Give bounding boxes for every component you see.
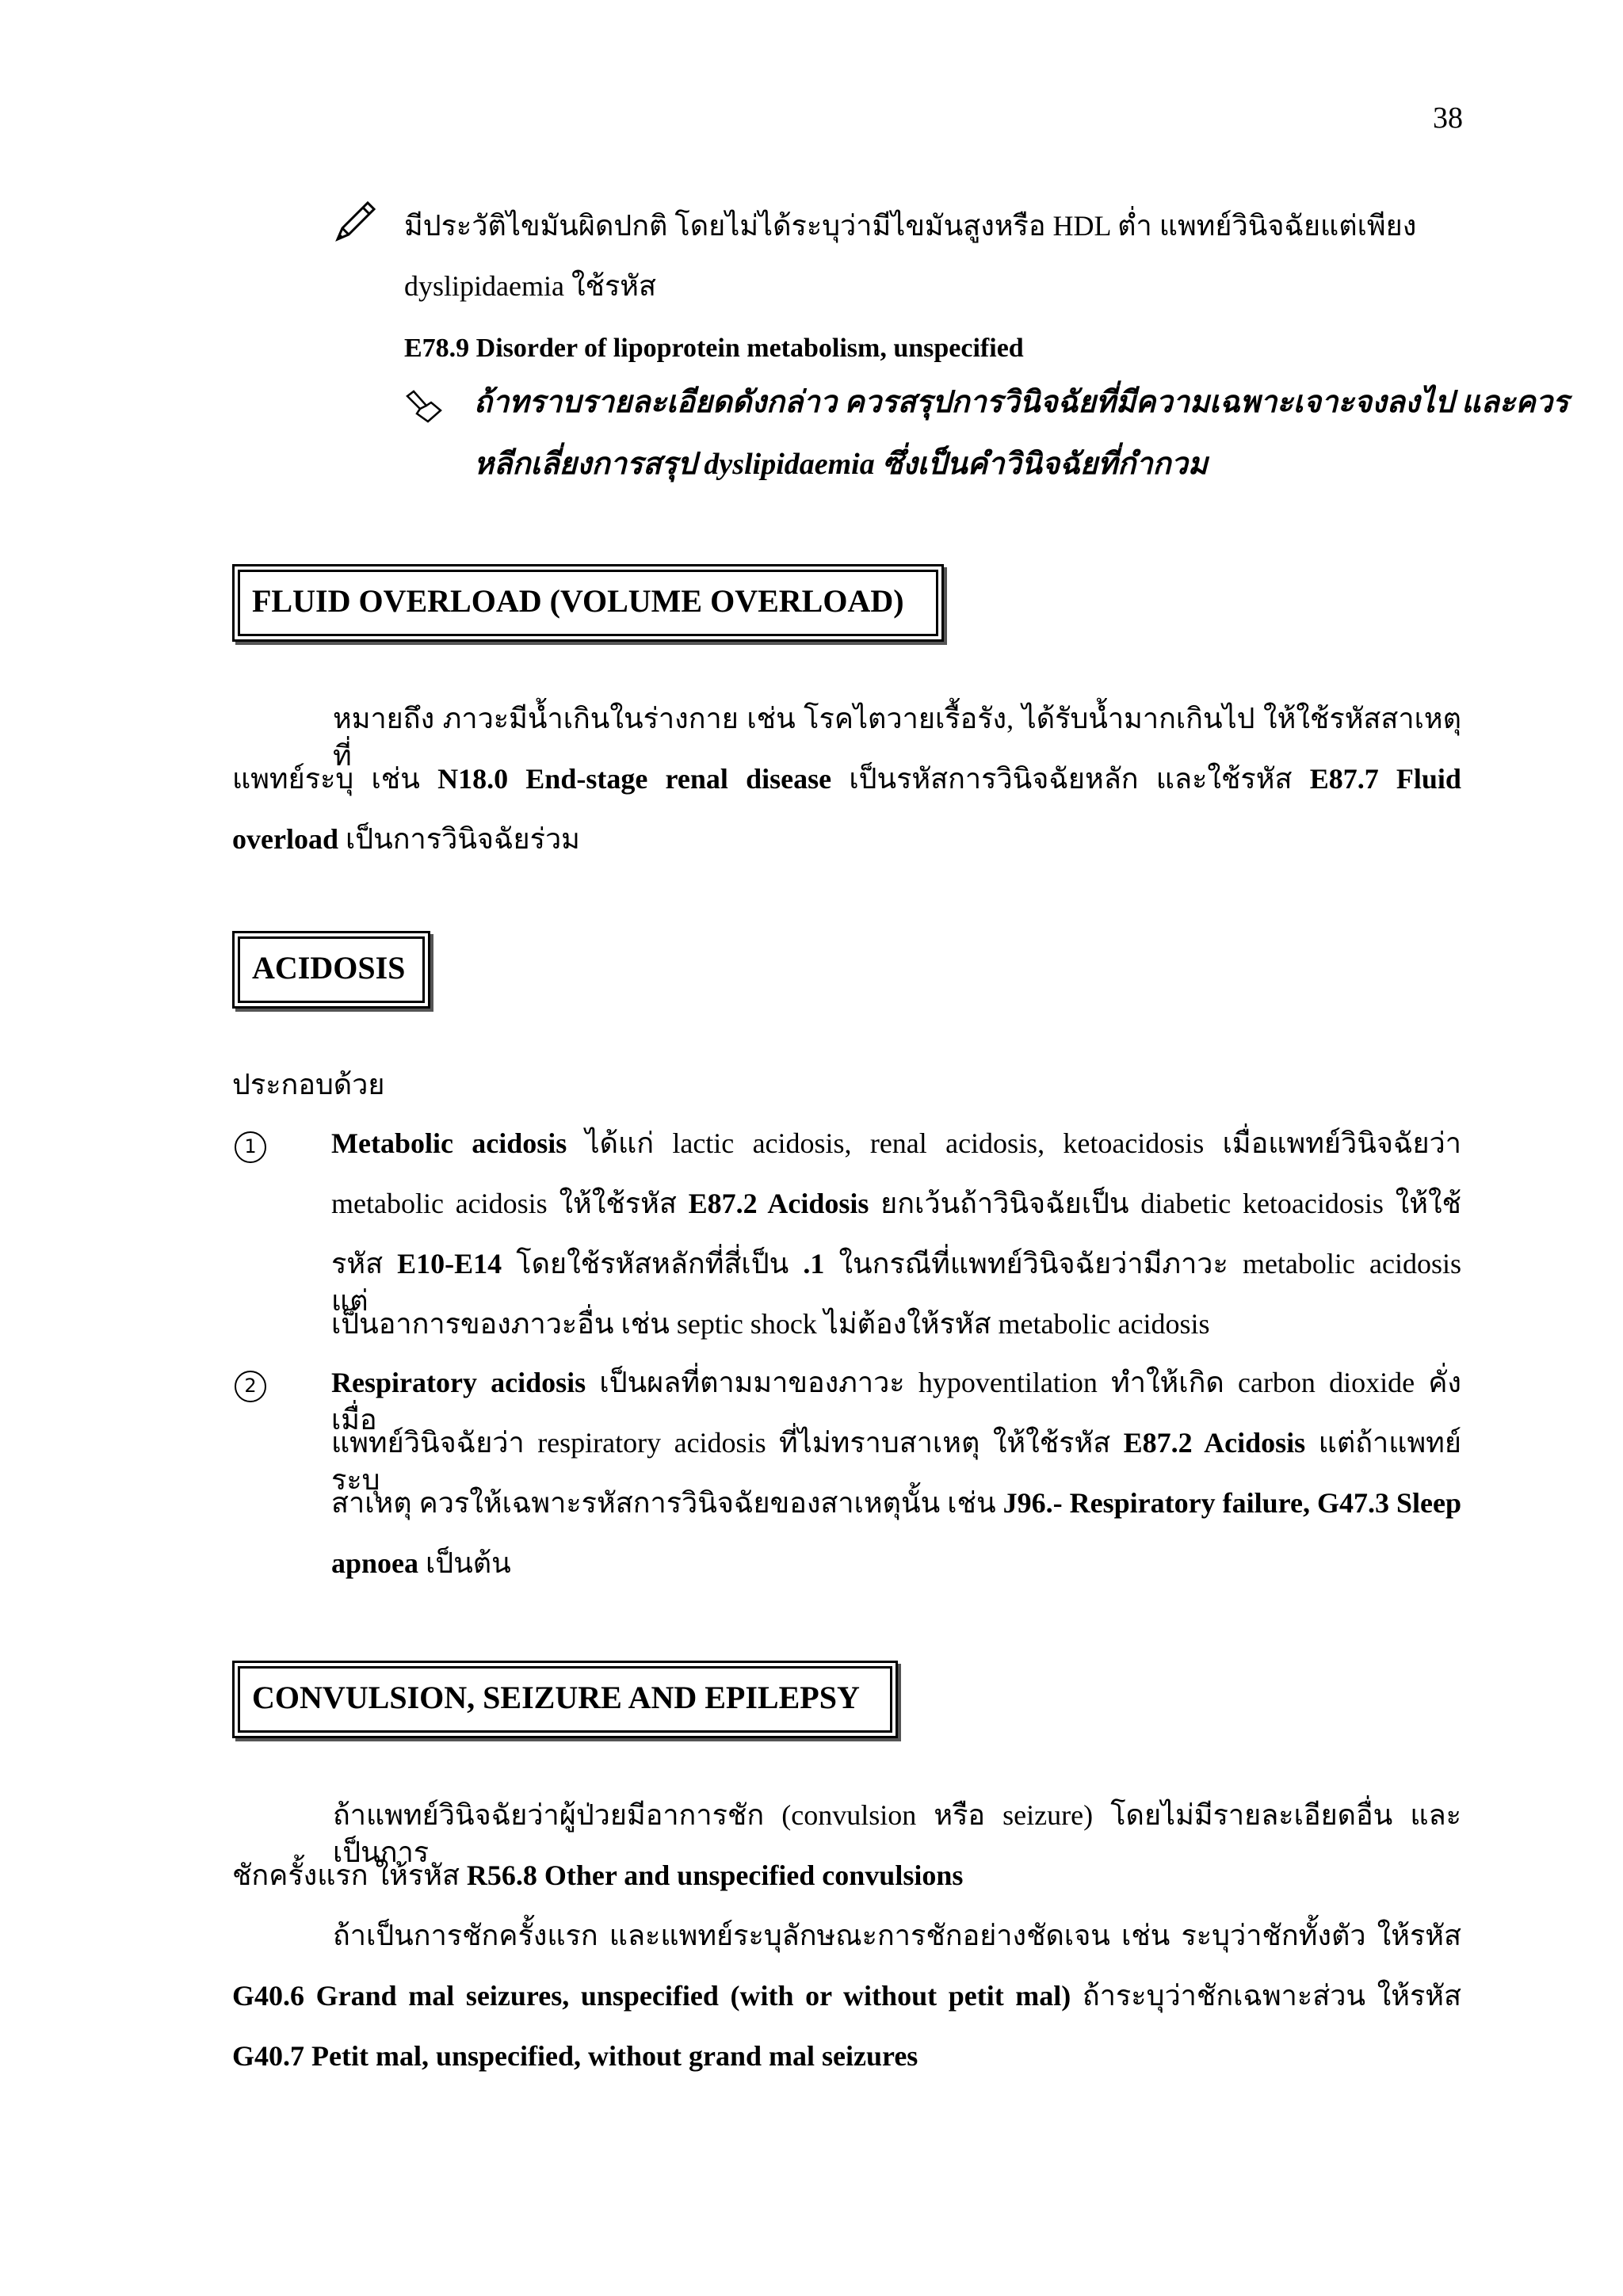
page-number: 38 [1433,101,1463,135]
item-marker-1: 1 [235,1131,266,1163]
item1-line-4: เป็นอาการของภาวะอื่น เช่น septic shock ไม่ต้องให้รหัส metabolic acidosis [331,1308,1210,1340]
section-heading-fluid-overload [232,564,944,642]
section-heading-acidosis [232,931,430,1009]
item2-line-4: apnoea เป็นต้น [331,1547,511,1579]
intro-line-1: มีประวัติไขมันผิดปกติ โดยไม่ได้ระบุว่ามีไขมันสูงหรือ HDL ต่ำ แพทย์วินิจฉัยแต่เพียง [404,210,1417,242]
convulsion-paragraph-2-line-2: G40.6 Grand mal seizures, unspecified (with or without petit mal) ถ้าระบุว่าชักเฉพาะส่วน ให้รหัส [232,1980,1461,2012]
heading-text: FLUID OVERLOAD (VOLUME OVERLOAD) [252,583,904,619]
item2-line-3: สาเหตุ ควรให้เฉพาะรหัสการวินิจฉัยของสาเหตุนั้น เช่น J96.- Respiratory failure, G47.3 Sleep [331,1487,1461,1519]
heading-text: ACIDOSIS [252,950,406,986]
note-line-1: ถ้าทราบรายละเอียดดังกล่าว ควรสรุปการวินิจฉัยที่มีความเฉพาะเจาะจงลงไป และควร [474,386,1569,419]
section-heading-convulsion [232,1661,898,1738]
fluid-paragraph-line-2: แพทย์ระบุ เช่น N18.0 End-stage renal disease เป็นรหัสการวินิจฉัยหลัก และใช้รหัส E87.7 Fluid [232,763,1461,795]
convulsion-paragraph-2-line-1: ถ้าเป็นการชักครั้งแรก และแพทย์ระบุลักษณะการชักอย่างชัดเจน เช่น ระบุว่าชักทั้งตัว ให้รหัส [333,1920,1461,1951]
intro-line-2: dyslipidaemia ใช้รหัส [404,270,657,302]
intro-code: E78.9 Disorder of lipoprotein metabolism, unspecified [404,334,1024,363]
item2-line-2: แพทย์วินิจฉัยว่า respiratory acidosis ที่ไม่ทราบสาเหตุ ให้ใช้รหัส E87.2 Acidosis แต่ถ้าแพทย์ระบุ [331,1427,1462,1496]
fluid-paragraph-line-1: หมายถึง ภาวะมีน้ำเกินในร่างกาย เช่น โรคไตวายเรื้อรัง, ได้รับน้ำมากเกินไป ให้ใช้รหัสสาเหตุที่ [333,703,1461,772]
fluid-paragraph-line-3: overload เป็นการวินิจฉัยร่วม [232,823,580,855]
item1-line-2: metabolic acidosis ให้ใช้รหัส E87.2 Acidosis ยกเว้นถ้าวินิจฉัยเป็น diabetic ketoacidosis ให้ใช้ [331,1188,1461,1219]
item2-line-1: Respiratory acidosis เป็นผลที่ตามมาของภาวะ hypoventilation ทำให้เกิด carbon dioxide คั่ง เมื่อ [331,1367,1462,1436]
heading-text: CONVULSION, SEIZURE AND EPILEPSY [252,1680,860,1715]
convulsion-paragraph-2-line-3: G40.7 Petit mal, unspecified, without grand mal seizures [232,2040,918,2072]
convulsion-paragraph-1-line-2: ชักครั้งแรก ให้รหัส R56.8 Other and unspecified convulsions [232,1859,964,1891]
writing-hand-icon [404,387,444,426]
note-line-2: หลีกเลี่ยงการสรุป dyslipidaemia ซึ่งเป็นคำวินิจฉัยที่กำกวม [474,448,1208,481]
pencil-icon [331,198,379,246]
item1-line-1: Metabolic acidosis ได้แก่ lactic acidosis, renal acidosis, ketoacidosis เมื่อแพทย์วินิจฉัยว่า [331,1127,1461,1159]
item-marker-2: 2 [235,1371,266,1402]
acidosis-intro: ประกอบด้วย [232,1069,385,1100]
convulsion-paragraph-1-line-1: ถ้าแพทย์วินิจฉัยว่าผู้ป่วยมีอาการชัก (convulsion หรือ seizure) โดยไม่มีรายละเอียดอื่น และเป็นการ [333,1799,1461,1868]
item1-line-3: รหัส E10-E14 โดยใช้รหัสหลักที่สี่เป็น .1 ในกรณีที่แพทย์วินิจฉัยว่ามีภาวะ metabolic acidosis แต่ [331,1248,1461,1317]
